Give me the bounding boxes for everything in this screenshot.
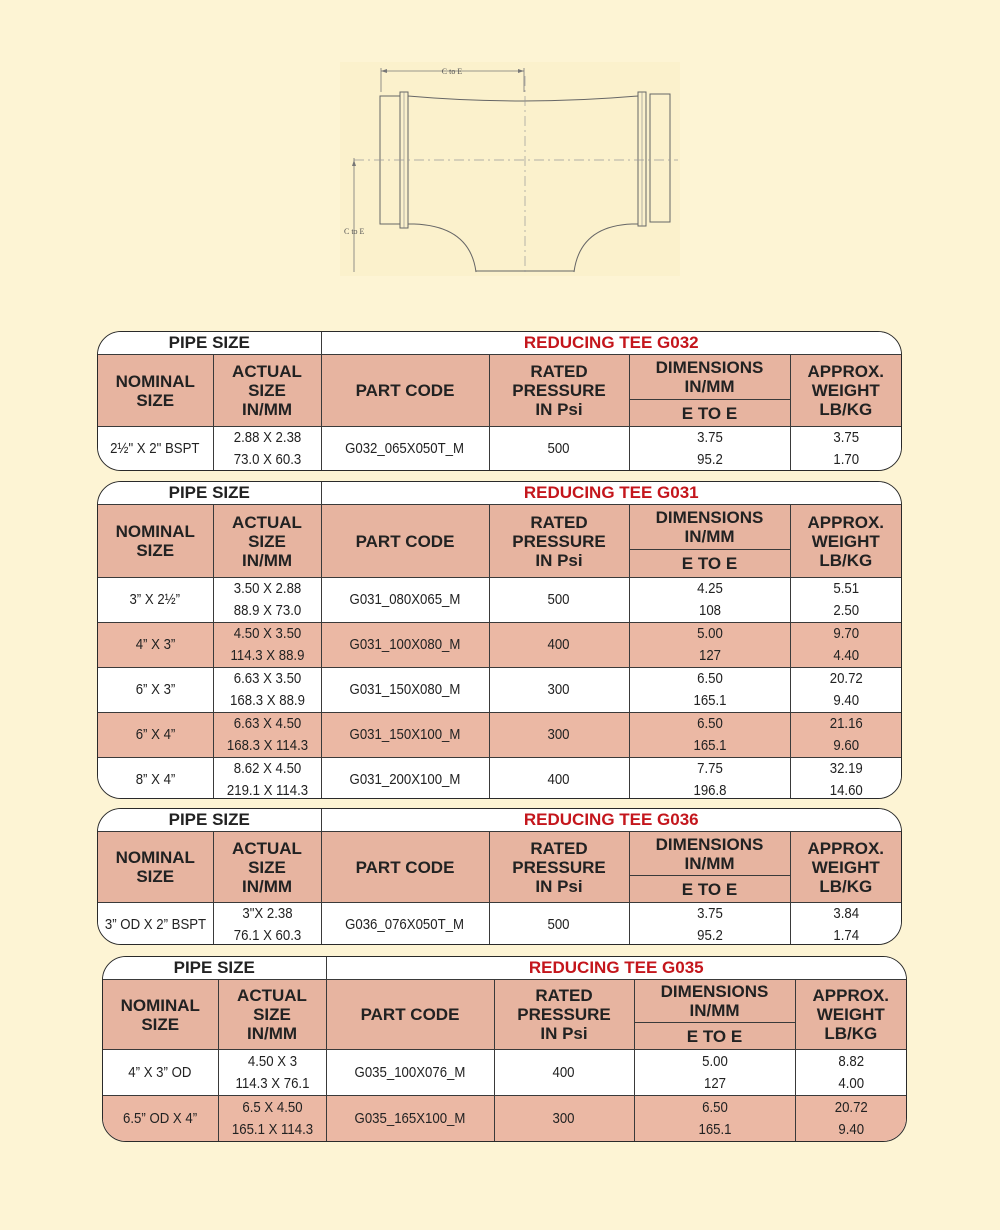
part-code-cell: G032_065X050T_M (321, 427, 489, 472)
table-row (98, 668, 901, 713)
table-reducing-tee-g035 (102, 956, 907, 1142)
nominal-size-header: NOMINAL SIZE (98, 832, 213, 903)
approx-weight-cell: 20.72 9.40 (795, 1096, 906, 1142)
approx-weight-cell: 3.75 1.70 (790, 427, 901, 472)
nominal-size-cell: 6” X 4” (98, 713, 213, 758)
actual-size-cell: 3.50 X 2.88 88.9 X 73.0 (213, 578, 321, 623)
table-title: REDUCING TEE G031 (321, 482, 901, 505)
approx-weight-cell: 32.19 14.60 (790, 758, 901, 800)
part-code-cell: G031_150X100_M (321, 713, 489, 758)
table-row (98, 578, 901, 623)
e-to-e-cell: 5.00 127 (629, 623, 790, 668)
nominal-size-cell: 3” X 2½” (98, 578, 213, 623)
e-to-e-header: E TO E (629, 876, 790, 903)
spec-table (103, 957, 906, 1142)
dimensions-header: DIMENSIONS IN/MM (634, 980, 795, 1023)
rated-pressure-cell: 500 (489, 427, 629, 472)
approx-weight-header: APPROX. WEIGHT LB/KG (790, 355, 901, 427)
approx-weight-cell: 3.84 1.74 (790, 903, 901, 946)
table-reducing-tee-g036 (97, 808, 902, 945)
table-row (98, 903, 901, 946)
actual-size-header: ACTUAL SIZE IN/MM (213, 505, 321, 578)
e-to-e-cell: 5.00 127 (634, 1050, 795, 1096)
approx-weight-cell: 20.72 9.40 (790, 668, 901, 713)
rated-pressure-cell: 300 (489, 668, 629, 713)
rated-pressure-cell: 400 (489, 758, 629, 800)
dimensions-header: DIMENSIONS IN/MM (629, 355, 790, 400)
side-dimension-label: C to E (344, 227, 365, 236)
pipe-size-header: PIPE SIZE (98, 332, 321, 355)
nominal-size-cell: 6.5” OD X 4” (103, 1096, 218, 1142)
top-dimension-label: C to E (441, 67, 463, 76)
reducing-tee-diagram (340, 62, 680, 276)
nominal-size-header: NOMINAL SIZE (103, 980, 218, 1050)
pipe-size-header: PIPE SIZE (98, 809, 321, 832)
pipe-size-header: PIPE SIZE (103, 957, 326, 980)
actual-size-cell: 6.63 X 4.50 168.3 X 114.3 (213, 713, 321, 758)
approx-weight-cell: 8.82 4.00 (795, 1050, 906, 1096)
rated-pressure-cell: 400 (494, 1050, 634, 1096)
nominal-size-cell: 6” X 3” (98, 668, 213, 713)
table-reducing-tee-g032 (97, 331, 902, 471)
tee-drawing (340, 62, 680, 276)
nominal-size-cell: 4” X 3” (98, 623, 213, 668)
rated-pressure-cell: 400 (489, 623, 629, 668)
actual-size-header: ACTUAL SIZE IN/MM (218, 980, 326, 1050)
pipe-size-header: PIPE SIZE (98, 482, 321, 505)
rated-pressure-cell: 500 (489, 903, 629, 946)
e-to-e-cell: 3.75 95.2 (629, 903, 790, 946)
table-row (98, 427, 901, 472)
approx-weight-header: APPROX. WEIGHT LB/KG (790, 832, 901, 903)
e-to-e-header: E TO E (629, 400, 790, 427)
e-to-e-cell: 3.75 95.2 (629, 427, 790, 472)
e-to-e-cell: 6.50 165.1 (634, 1096, 795, 1142)
table-row (98, 623, 901, 668)
actual-size-cell: 4.50 X 3.50 114.3 X 88.9 (213, 623, 321, 668)
table-row (103, 1050, 906, 1096)
dimensions-header: DIMENSIONS IN/MM (629, 505, 790, 550)
rated-pressure-header: RATED PRESSURE IN Psi (489, 355, 629, 427)
part-code-cell: G031_080X065_M (321, 578, 489, 623)
table-title: REDUCING TEE G032 (321, 332, 901, 355)
table-row (98, 758, 901, 800)
rated-pressure-header: RATED PRESSURE IN Psi (494, 980, 634, 1050)
e-to-e-cell: 4.25 108 (629, 578, 790, 623)
actual-size-cell: 6.63 X 3.50 168.3 X 88.9 (213, 668, 321, 713)
table-title: REDUCING TEE G035 (326, 957, 906, 980)
nominal-size-header: NOMINAL SIZE (98, 505, 213, 578)
part-code-cell: G031_200X100_M (321, 758, 489, 800)
actual-size-cell: 3"X 2.38 76.1 X 60.3 (213, 903, 321, 946)
approx-weight-header: APPROX. WEIGHT LB/KG (795, 980, 906, 1050)
actual-size-cell: 8.62 X 4.50 219.1 X 114.3 (213, 758, 321, 800)
rated-pressure-header: RATED PRESSURE IN Psi (489, 505, 629, 578)
actual-size-cell: 6.5 X 4.50 165.1 X 114.3 (218, 1096, 326, 1142)
spec-table (98, 482, 901, 799)
part-code-header: PART CODE (321, 355, 489, 427)
table-reducing-tee-g031 (97, 481, 902, 799)
actual-size-cell: 2.88 X 2.38 73.0 X 60.3 (213, 427, 321, 472)
part-code-cell: G035_100X076_M (326, 1050, 494, 1096)
nominal-size-cell: 8” X 4” (98, 758, 213, 800)
e-to-e-cell: 7.75 196.8 (629, 758, 790, 800)
nominal-size-cell: 2½" X 2" BSPT (98, 427, 213, 472)
e-to-e-cell: 6.50 165.1 (629, 668, 790, 713)
approx-weight-header: APPROX. WEIGHT LB/KG (790, 505, 901, 578)
table-row (98, 713, 901, 758)
spec-table (98, 332, 901, 471)
nominal-size-header: NOMINAL SIZE (98, 355, 213, 427)
e-to-e-header: E TO E (634, 1023, 795, 1050)
dimensions-header: DIMENSIONS IN/MM (629, 832, 790, 876)
actual-size-header: ACTUAL SIZE IN/MM (213, 832, 321, 903)
nominal-size-cell: 3” OD X 2” BSPT (98, 903, 213, 946)
part-code-header: PART CODE (321, 832, 489, 903)
rated-pressure-cell: 500 (489, 578, 629, 623)
e-to-e-header: E TO E (629, 550, 790, 578)
approx-weight-cell: 21.16 9.60 (790, 713, 901, 758)
part-code-cell: G031_150X080_M (321, 668, 489, 713)
spec-table (98, 809, 901, 945)
rated-pressure-cell: 300 (494, 1096, 634, 1142)
table-row (103, 1096, 906, 1142)
approx-weight-cell: 9.70 4.40 (790, 623, 901, 668)
actual-size-header: ACTUAL SIZE IN/MM (213, 355, 321, 427)
e-to-e-cell: 6.50 165.1 (629, 713, 790, 758)
table-title: REDUCING TEE G036 (321, 809, 901, 832)
part-code-cell: G031_100X080_M (321, 623, 489, 668)
approx-weight-cell: 5.51 2.50 (790, 578, 901, 623)
rated-pressure-header: RATED PRESSURE IN Psi (489, 832, 629, 903)
actual-size-cell: 4.50 X 3 114.3 X 76.1 (218, 1050, 326, 1096)
part-code-header: PART CODE (321, 505, 489, 578)
nominal-size-cell: 4” X 3” OD (103, 1050, 218, 1096)
part-code-header: PART CODE (326, 980, 494, 1050)
part-code-cell: G035_165X100_M (326, 1096, 494, 1142)
part-code-cell: G036_076X050T_M (321, 903, 489, 946)
rated-pressure-cell: 300 (489, 713, 629, 758)
